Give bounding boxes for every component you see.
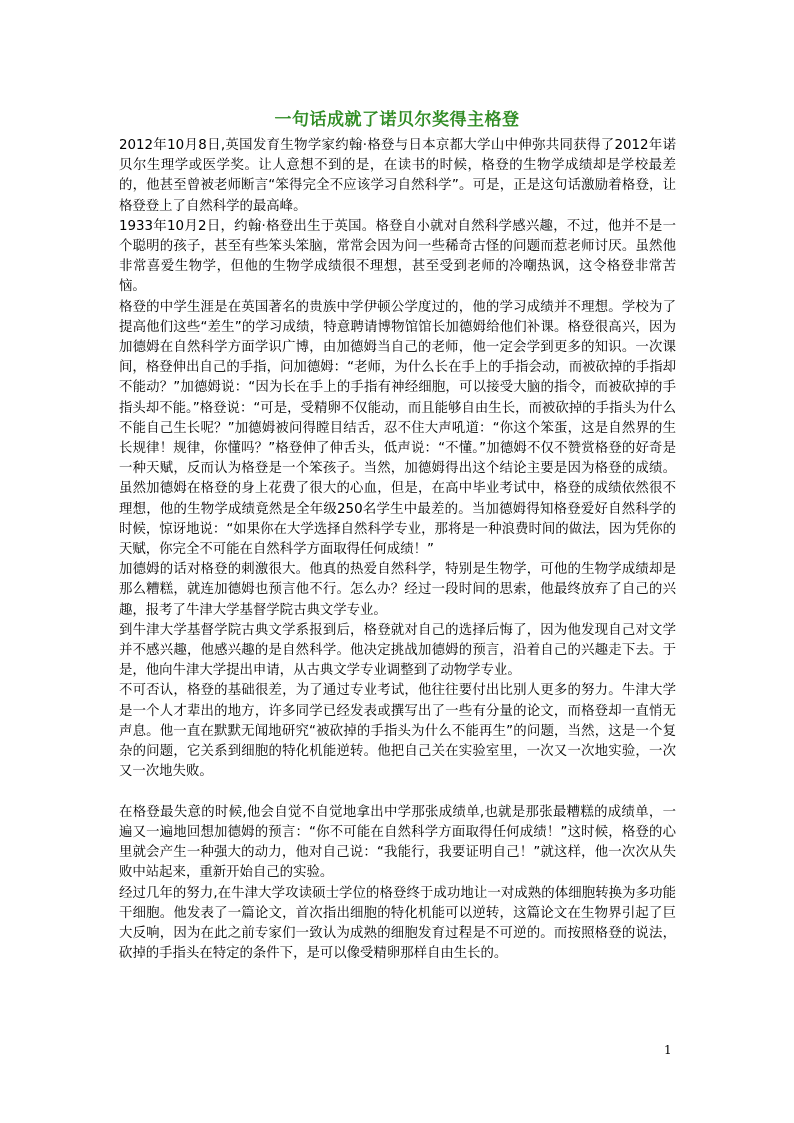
paragraph: 1933年10月2日，约翰·格登出生于英国。格登自小就对自然科学感兴趣，不过，他并不是一个聪明的孩子，甚至有些笨头笨脑，常常会因为问一些稀奇古怪的问题而惹老师讨厌。虽然他非常喜爱生物学，但他的生物学成绩很不理想，甚至受到老师的冷嘲热讽，这令格登非常苦恼。: [119, 218, 676, 295]
paragraph: 格登的中学生涯是在英国著名的贵族中学伊顿公学度过的，他的学习成绩并不理想。学校为了提高他们这些“差生”的学习成绩，特意聘请博物馆馆长加德姆给他们补课。格登很高兴，因为加德姆在自然科学方面学识广博，由加德姆当自己的老师，他一定会学到更多的知识。一次课间，格登伸出自己的手指，问加德姆：“老师，为什么长在手上的手指会动，而被砍掉的手指却不能动？”加德姆说：“因为长在手上的手指有神经细胞，可以接受大脑的指令，而被砍掉的手指头却不能。”格登说：“可是，受精卵不仅能动，而且能够自由生长，而被砍掉的手指头为什么不能自己生长呢？”加德姆被问得瞠目结舌，忍不住大声吼道：“你这个笨蛋，这是自然界的生长规律！规律，你懂吗？”格登伸了伸舌头，低声说：“不懂。”加德姆不仅不赞赏格登的好奇是一种天赋，反而认为格登是一个笨孩子。当然，加德姆得出这个结论主要是因为格登的成绩。虽然加德姆在格登的身上花费了很大的心血，但是，在高中毕业考试中，格登的成绩依然很不理想，他的生物学成绩竟然是全年级250名学生中最差的。当加德姆得知格登爱好自然科学的时候，惊讶地说：“如果你在大学选择自然科学专业，那将是一种浪费时间的做法，因为凭你的天赋，你完全不可能在自然科学方面取得任何成绩！”: [119, 299, 676, 558]
paragraph: 不可否认，格登的基础很差，为了通过专业考试，他往往要付出比别人更多的努力。牛津大学是一个人才辈出的地方，许多同学已经发表或撰写出了一些有分量的论文，而格登却一直悄无声息。他一直在默默无闻地研究“被砍掉的手指头为什么不能再生”的问题，当然，这是一个复杂的问题，它关系到细胞的特化机能逆转。他把自己关在实验室里，一次又一次地实验，一次又一次地失败。: [119, 683, 676, 780]
document-title: 一句话成就了诺贝尔奖得主格登: [274, 110, 520, 130]
paragraph: 经过几年的努力,在牛津大学攻读硕士学位的格登终于成功地让一对成熟的体细胞转换为多功能干细胞。他发表了一篇论文，首次指出细胞的特化机能可以逆转，这篇论文在生物界引起了巨大反响，因为在此之前专家们一致认为成熟的细胞发育过程是不可逆的。而按照格登的说法，砍掉的手指头在特定的条件下，是可以像受精卵那样自由生长的。: [119, 885, 676, 962]
paragraph: 到牛津大学基督学院古典文学系报到后，格登就对自己的选择后悔了，因为他发现自己对文学并不感兴趣，他感兴趣的是自然科学。他决定挑战加德姆的预言，沿着自己的兴趣走下去。于是，他向牛津大学提出申请，从古典文学专业调整到了动物学专业。: [119, 622, 676, 679]
paragraph: 在格登最失意的时候,他会自觉不自觉地拿出中学那张成绩单,也就是那张最糟糕的成绩单，一遍又一遍地回想加德姆的预言：“你不可能在自然科学方面取得任何成绩！”这时候，格登的心里就会产生一种强大的动力，他对自己说：“我能行，我要证明自己！”就这样，他一次次从失败中站起来，重新开始自己的实验。: [119, 804, 676, 881]
paragraph: 2012年10月8日,英国发育生物学家约翰·格登与日本京都大学山中伸弥共同获得了2012年诺贝尔生理学或医学奖。让人意想不到的是，在读书的时候，格登的生物学成绩却是学校最差的，他甚至曾被老师断言“笨得完全不应该学习自然科学”。可是，正是这句话激励着格登，让格登登上了自然科学的最高峰。: [119, 138, 676, 214]
page-number: 1: [664, 1043, 672, 1057]
article-body: [119, 136, 676, 964]
paragraph: 加德姆的话对格登的刺激很大。他真的热爱自然科学，特别是生物学，可他的生物学成绩却是那么糟糕，就连加德姆也预言他不行。怎么办？经过一段时间的思索，他最终放弃了自己的兴趣，报考了牛津大学基督学院古典文学专业。: [119, 562, 676, 618]
paragraph-spacer: [119, 783, 676, 803]
